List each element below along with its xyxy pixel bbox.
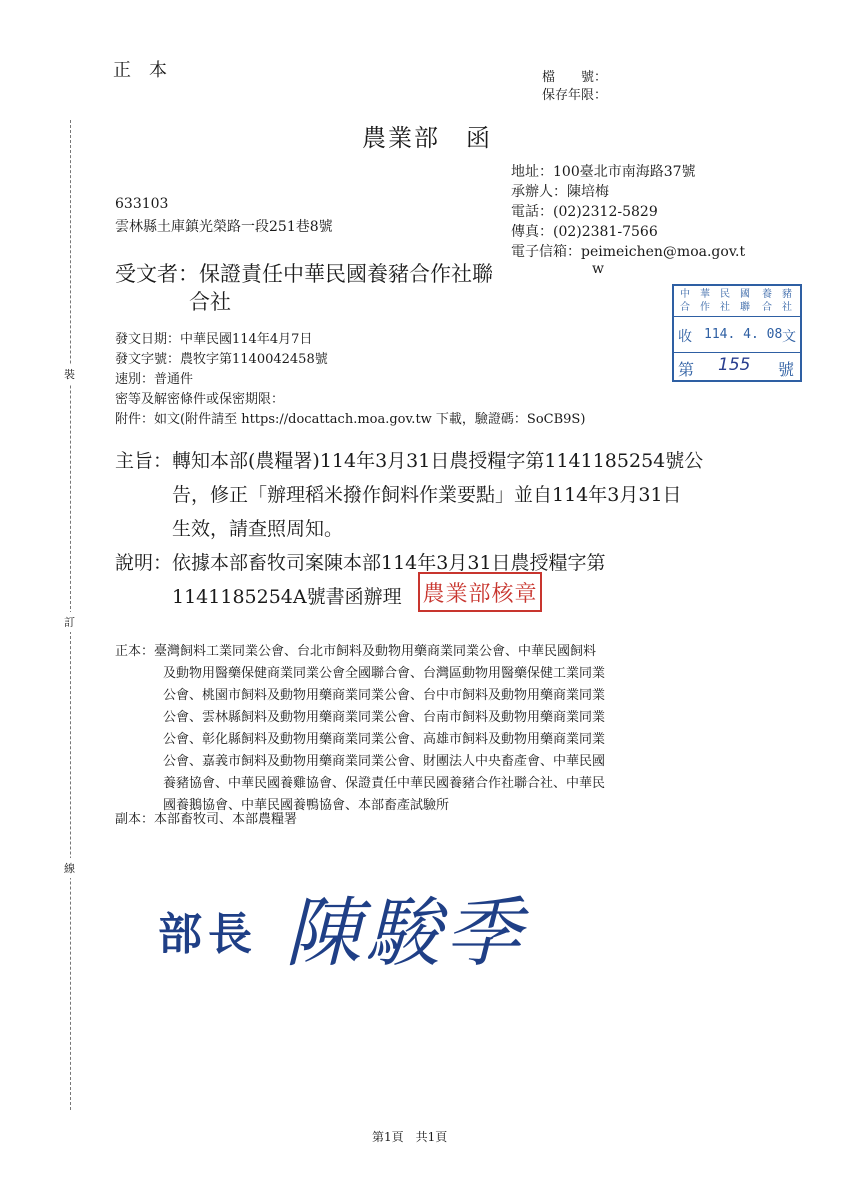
stamp-receive-char: 收 [678,329,692,345]
subject-line-2: 告，修正「辦理稻米撥作飼料作業要點」並自114年3月31日 [172,484,682,506]
stamp-doc-char: 文 [782,329,796,345]
stamp-header-char: 華作 [700,289,710,313]
file-number-label: 檔 號： [542,70,608,85]
distribution-line: 及動物用醫藥保健商業同業公會全國聯合會、台灣區動物用醫藥保健工業同業 [163,666,606,681]
distribution-line: 養豬協會、中華民國養雞協會、保證責任中華民國養豬合作社聯合社、中華民 [163,776,606,791]
subject-line-3: 生效，請查照周知。 [172,518,344,540]
distribution-copy: 副本：本部畜牧司、本部農糧署 [115,812,298,827]
distribution-line: 公會、桃園市飼料及動物用藥商業同業公會、台中市飼料及動物用藥商業同業 [163,688,606,703]
recipient-label-cont: 合社 [189,290,231,314]
stamp-header-char: 養合 [762,289,772,313]
recipient-postal-code: 633103 [115,196,169,212]
issue-date: 發文日期：中華民國114年4月7日 [115,332,313,347]
subject-line-1: 主旨：轉知本部(農糧署)114年3月31日農授糧字第1141185254號公 [115,450,704,472]
security-level: 密等及解密條件或保密期限： [115,392,285,407]
doc-number: 發文字號：農牧字第1140042458號 [115,352,328,367]
attachment: 附件：如文(附件請至 https://docattach.moa.gov.tw 下載，驗證碼：SoCB9S) [115,412,586,427]
speed: 速別：普通件 [115,372,194,387]
stamp-number-prefix: 第 [678,360,695,379]
sender-handler: 承辦人：陳培梅 [511,184,609,200]
explanation-line-1: 說明：依據本部畜牧司案陳本部114年3月31日農授糧字第 [115,552,606,574]
stamp-date: 114. 4. 08 [704,327,783,342]
document-title: 農業部 函 [362,124,492,152]
page-footer: 第1頁 共1頁 [372,1130,448,1144]
stamp-number-suffix: 號 [778,360,795,379]
binding-mark-ding: 訂 [64,612,75,632]
receipt-stamp-header [674,286,800,317]
binding-mark-xian: 線 [64,858,75,878]
retention-label: 保存年限： [542,88,608,103]
receipt-stamp-date-row [674,317,800,353]
distribution-line: 公會、嘉義市飼料及動物用藥商業同業公會、財團法人中央畜產會、中華民國 [163,754,606,769]
signature-title: 部長 [158,909,258,960]
receipt-stamp [672,284,802,382]
sender-email-cont: w [592,261,604,277]
receipt-stamp-number-row [674,353,800,380]
stamp-number: 155 [718,355,751,375]
stamp-header-char: 國聯 [740,289,750,313]
distribution-line: 公會、雲林縣飼料及動物用藥商業同業公會、台南市飼料及動物用藥商業同業 [163,710,606,725]
explanation-line-2: 1141185254A號書函辦理 [172,586,402,608]
sender-fax: 傳真：(02)2381-7566 [511,224,658,240]
sender-email: 電子信箱：peimeichen@moa.gov.t [511,244,746,260]
copy-type: 正 本 [113,60,167,81]
distribution-line: 公會、彰化縣飼料及動物用藥商業同業公會、高雄市飼料及動物用藥商業同業 [163,732,606,747]
stamp-header-char: 民社 [720,289,730,313]
signature-name: 陳駿季 [285,888,525,977]
recipient-address: 雲林縣土庫鎮光榮路一段251巷8號 [115,219,333,235]
distribution-line: 正本：臺灣飼料工業同業公會、台北市飼料及動物用藥商業同業公會、中華民國飼料 [115,644,597,659]
official-seal: 農業部核章 [418,572,542,612]
recipient-label: 受文者：保證責任中華民國養豬合作社聯 [115,262,493,286]
stamp-header-char: 豬社 [782,289,792,313]
distribution-line: 國養鵝協會、中華民國養鴨協會、本部畜產試驗所 [163,798,450,813]
sender-phone: 電話：(02)2312-5829 [511,204,658,220]
stamp-header-char: 中合 [680,289,690,313]
sender-address: 地址：100臺北市南海路37號 [511,164,696,180]
binding-mark-zhuang: 裝 [64,364,75,384]
